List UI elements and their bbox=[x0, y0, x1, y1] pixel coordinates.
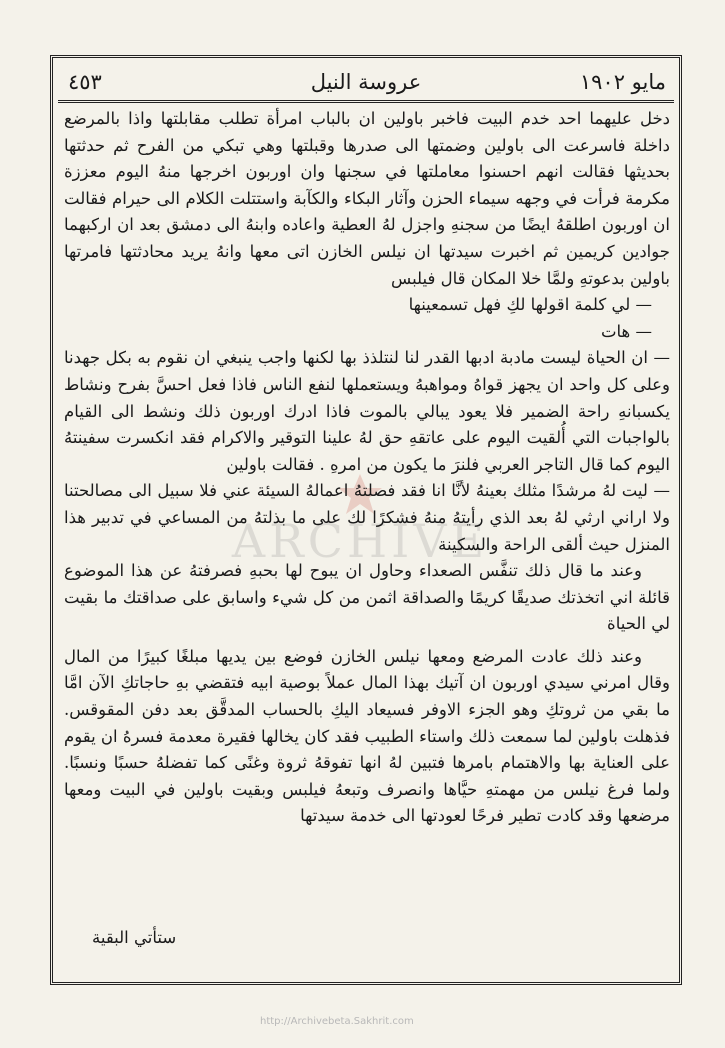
running-header bbox=[60, 66, 672, 100]
paragraph: وعند ما قال ذلك تنفَّس الصعداء وحاول ان يبوح لها بحبهِ فصرفتهُ عن هذا الموضوع قائلة اني اتخذتك صديقًا كريمًا والصداقة اثمن من كل شيء واسابق على صداقتك ما بقيت لي الحياة bbox=[64, 561, 670, 634]
dialog-paragraph: — ان الحياة ليست مادبة ادبها القدر لنا لنتلذذ بها لكنها واجب ينبغي ان نقوم به بكل جهدنا وعلى كل واحد ان يجهز قواهُ ومواهبهُ ويستعملها لنفع الناس فاذا فعل احسَّ بفرح ونشاط يكسبانهِ راحة الضمير فلا يعود يبالي بالموت فاذا ادرك اوربون ذلك ونشط الى القيام بالواجبات التي أُلقيت اليوم على عاتقهِ حق لهُ علينا التوقير والاكرام فقد انكسرت سفينتهُ اليوم كما قال التاجر العربي فلنرَ ما يكون من امرهِ . فقالت باولين bbox=[64, 348, 670, 474]
header-title: عروسة النيل bbox=[310, 70, 422, 94]
dialog-line: — هات bbox=[600, 321, 652, 341]
header-page-number: ٤٥٣ bbox=[68, 70, 102, 94]
paragraph: دخل عليهما احد خدم البيت فاخبر باولين ان بالباب امرأة تطلب مقابلتها واذا بالمرضع داخلة فاسرعت الى باولين وضمتها الى صدرها وقبلتها وهي تبكي من الفرح ثم حدثتها بحديثها فقالت انهم احسنوا معاملتها في سجنها وان اوربون اخرجها منهُ اليوم معززة مكرمة فرأت في وجهه سيماء الحزن وآثار البكاء والكآبة واستتلت الكلام الى حيرام فقالت ان اوربون اطلقهُ ايضًا من سجنهِ واجزل لهُ العطية واعاده وابنهُ الى دمشق بعد ان اركبهما جوادين كريمين ثم اخبرت سيدتها ان نيلس الخازن اتى معها وانهُ يريد محادثتها فامرتها باولين بدعوتهِ ولمَّا خلا المكان قال فيلبس bbox=[64, 109, 670, 288]
watermark-url: http://Archivebeta.Sakhrit.com bbox=[260, 1016, 414, 1027]
dialog-line: — لي كلمة اقولها لكِ فهل تسمعينها bbox=[408, 295, 652, 315]
article-body bbox=[64, 106, 670, 966]
header-divider bbox=[58, 100, 674, 103]
header-date: مايو ١٩٠٢ bbox=[579, 70, 666, 94]
paragraph: وعند ذلك عادت المرضع ومعها نيلس الخازن فوضع بين يديها مبلغًا كبيرًا من المال وقال امرني سيدي اوربون ان آتيك بهذا المال عملاً بوصية ابيه فتقضي بهِ حاجاتكِ الآن امَّا ما بقي من ثروتكِ وهو الجزء الاوفر فسيعاد اليكِ بالحساب المدقَّق بعد دفن المقوقس. فذهلت باولين لما سمعت ذلك واستاء الطبيب فقد كان يخالها فقيرة معدمة فسرهُ ان يقوم على العناية بها والاهتمام بامرها فتبين لهُ انها تفوقهُ ثروة وغنًى كما تفضلهُ حسبًا ونسبًا. ولما فرغ نيلس من مهمتهِ حيَّاها وانصرف وتبعهُ فيلبس وبقيت باولين في البيت ومعها مرضعها وقد كادت تطير فرحًا لعودتها الى خدمة سيدتها bbox=[63, 646, 670, 826]
watermark-text: ARCHIVE bbox=[231, 514, 489, 568]
continued-note: ستأتي البقية bbox=[92, 928, 177, 947]
dialog-paragraph: — ليت لهُ مرشدًا مثلك بعينهُ لأنَّا انا فقد فصلتهُ اعمالهُ السيئة عني فلا سبيل الى مصالحتنا ولا اراني ارثي لهُ بعد الذي رأيتهُ منهُ فشكرًا لك على ما بذلتهُ من المساعي في تدبير هذا المنزل حيث ألقى الراحة والسكينة bbox=[64, 481, 670, 554]
